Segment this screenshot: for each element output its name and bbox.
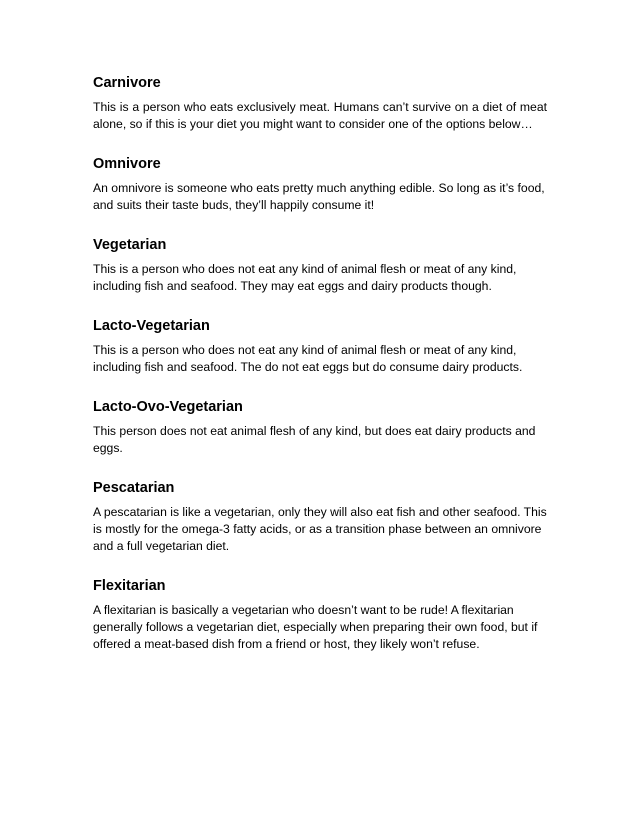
section-body: A flexitarian is basically a vegetarian who doesn’t want to be rude! A flexitarian generally follows a vegetarian diet, especially when preparing their own food, but if offered a meat-based dish from a friend or host, they likely won’t refuse.	[93, 603, 538, 651]
section-heading: Carnivore	[93, 75, 161, 91]
section-heading: Omnivore	[93, 156, 161, 172]
section-flexitarian	[93, 577, 547, 653]
section-lacto-vegetarian	[93, 317, 547, 376]
section-heading: Flexitarian	[93, 578, 166, 594]
section-carnivore	[93, 74, 547, 133]
section-body: This is a person who does not eat any kind of animal flesh or meat of any kind, including fish and seafood. They may eat eggs and dairy products though.	[93, 262, 517, 293]
section-body: A pescatarian is like a vegetarian, only they will also eat fish and other seafood. This is mostly for the omega-3 fatty acids, or as a transition phase between an omnivore and a full vegetarian diet.	[93, 505, 547, 553]
section-pescatarian	[93, 479, 547, 555]
section-lacto-ovo-vegetarian	[93, 398, 547, 457]
section-vegetarian	[93, 236, 547, 295]
section-body: This is a person who eats exclusively meat. Humans can’t survive on a diet of meat alone, so if this is your diet you might want to consider one of the options below…	[93, 100, 547, 131]
section-heading: Pescatarian	[93, 480, 175, 496]
section-body: An omnivore is someone who eats pretty much anything edible. So long as it’s food, and suits their taste buds, they’ll happily consume it!	[93, 181, 545, 212]
section-omnivore	[93, 155, 547, 214]
section-heading: Lacto-Vegetarian	[93, 318, 210, 334]
section-heading: Vegetarian	[93, 237, 167, 253]
section-body: This is a person who does not eat any kind of animal flesh or meat of any kind, including fish and seafood. The do not eat eggs but do consume dairy products.	[93, 343, 523, 374]
section-heading: Lacto-Ovo-Vegetarian	[93, 399, 243, 415]
document-page	[93, 74, 547, 653]
section-body: This person does not eat animal flesh of any kind, but does eat dairy products and eggs.	[93, 424, 536, 455]
